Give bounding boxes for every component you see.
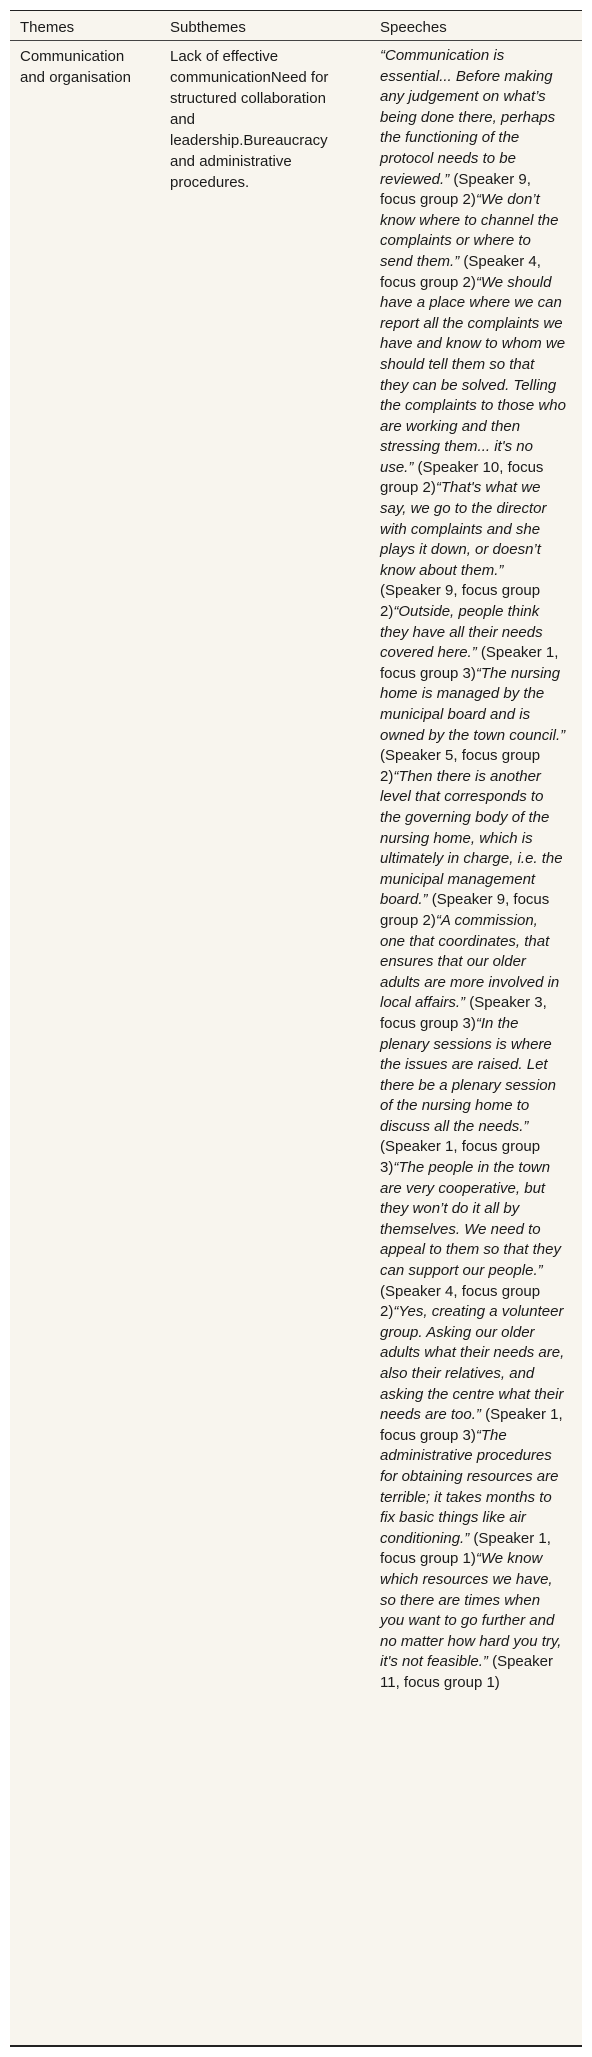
speech-attribution: (Speaker 9, focus group 2) (380, 170, 531, 209)
speech-quote: “Communication is essential... Before making any judgement on what’s being done there, perhaps the functioning of the protocol needs to be reviewed.” (380, 47, 556, 188)
speech-attribution: (Speaker 4, focus group 2) (380, 252, 541, 291)
speech-quote: “We know which resources we have, so there are times when you want to go further and no matter how hard you try, it's not feasible.” (380, 1550, 562, 1671)
speech-quote: “Outside, people think they have all their needs covered here.” (380, 603, 543, 662)
speech-quote: “In the plenary sessions is where the issues are raised. Let there be a plenary session of the nursing home to discuss all the needs.” (380, 1014, 556, 1135)
speech-quote: “That's what we say, we go to the director with complaints and she plays it down, or doesn’t know about them.” (380, 479, 547, 579)
table-header-row (10, 11, 582, 41)
speech-quote: “A commission, one that coordinates, that ensures that our older adults are more involved in local affairs.” (380, 911, 560, 1012)
speech-attribution: (Speaker 1, focus group 3) (380, 1138, 541, 1177)
speech-attribution: (Speaker 11, focus group 1) (380, 1653, 553, 1691)
speech-attribution: (Speaker 9, focus group 2) (380, 891, 550, 929)
speech-quote: “The people in the town are very cooperative, but they won’t do it all by themselves. We need to appeal to them so that they can support our people.” (380, 1159, 561, 1280)
subtheme-item: Need for structured collaboration and leadership. (170, 69, 329, 149)
speech-attribution: (Speaker 4, focus group 2) (380, 1282, 541, 1321)
speech-quote: “We should have a place where we can report all the complaints we have and know to whom we should tell them so that they can be solved. Telling the complaints to those who are working and then stressing them... it's no use.” (380, 273, 566, 476)
theme-cell: Communication and organisation (20, 48, 131, 86)
speech-attribution: (Speaker 1, focus group 3) (380, 1406, 563, 1444)
speech-attribution: (Speaker 3, focus group 3) (380, 994, 547, 1032)
subtheme-item: Lack of effective communication (170, 48, 279, 86)
subthemes-cell (170, 46, 355, 193)
speeches-cell (380, 46, 566, 1694)
subtheme-item: Bureaucracy and administrative procedures. (170, 132, 328, 191)
speech-quote: “Yes, creating a volunteer group. Asking our older adults what their needs are, also their relatives, and asking the centre what their needs are too.” (380, 1303, 565, 1424)
speech-quote: “The nursing home is managed by the municipal board and is owned by the town council.” (380, 664, 566, 744)
speech-attribution: (Speaker 1, focus group 1) (380, 1529, 551, 1568)
speech-attribution: (Speaker 1, focus group 3) (380, 644, 559, 682)
speech-quote: “Then there is another level that corresponds to the governing body of the nursing home, which is ultimately in charge, i.e. the municipal management board.” (380, 767, 563, 909)
speech-quote: “We don’t know where to channel the complaints or where to send them.” (380, 191, 559, 270)
header-subthemes: Subthemes (170, 19, 246, 36)
speech-quote: “The administrative procedures for obtaining resources are terrible; it takes months to fix basic things like air conditioning.” (380, 1426, 559, 1547)
speech-attribution: (Speaker 10, focus group 2) (380, 458, 544, 497)
speech-attribution: (Speaker 5, focus group 2) (380, 747, 541, 785)
header-speeches: Speeches (380, 19, 447, 36)
themes-table (10, 10, 582, 2047)
header-themes: Themes (20, 19, 75, 36)
speech-attribution: (Speaker 9, focus group 2) (380, 582, 541, 621)
